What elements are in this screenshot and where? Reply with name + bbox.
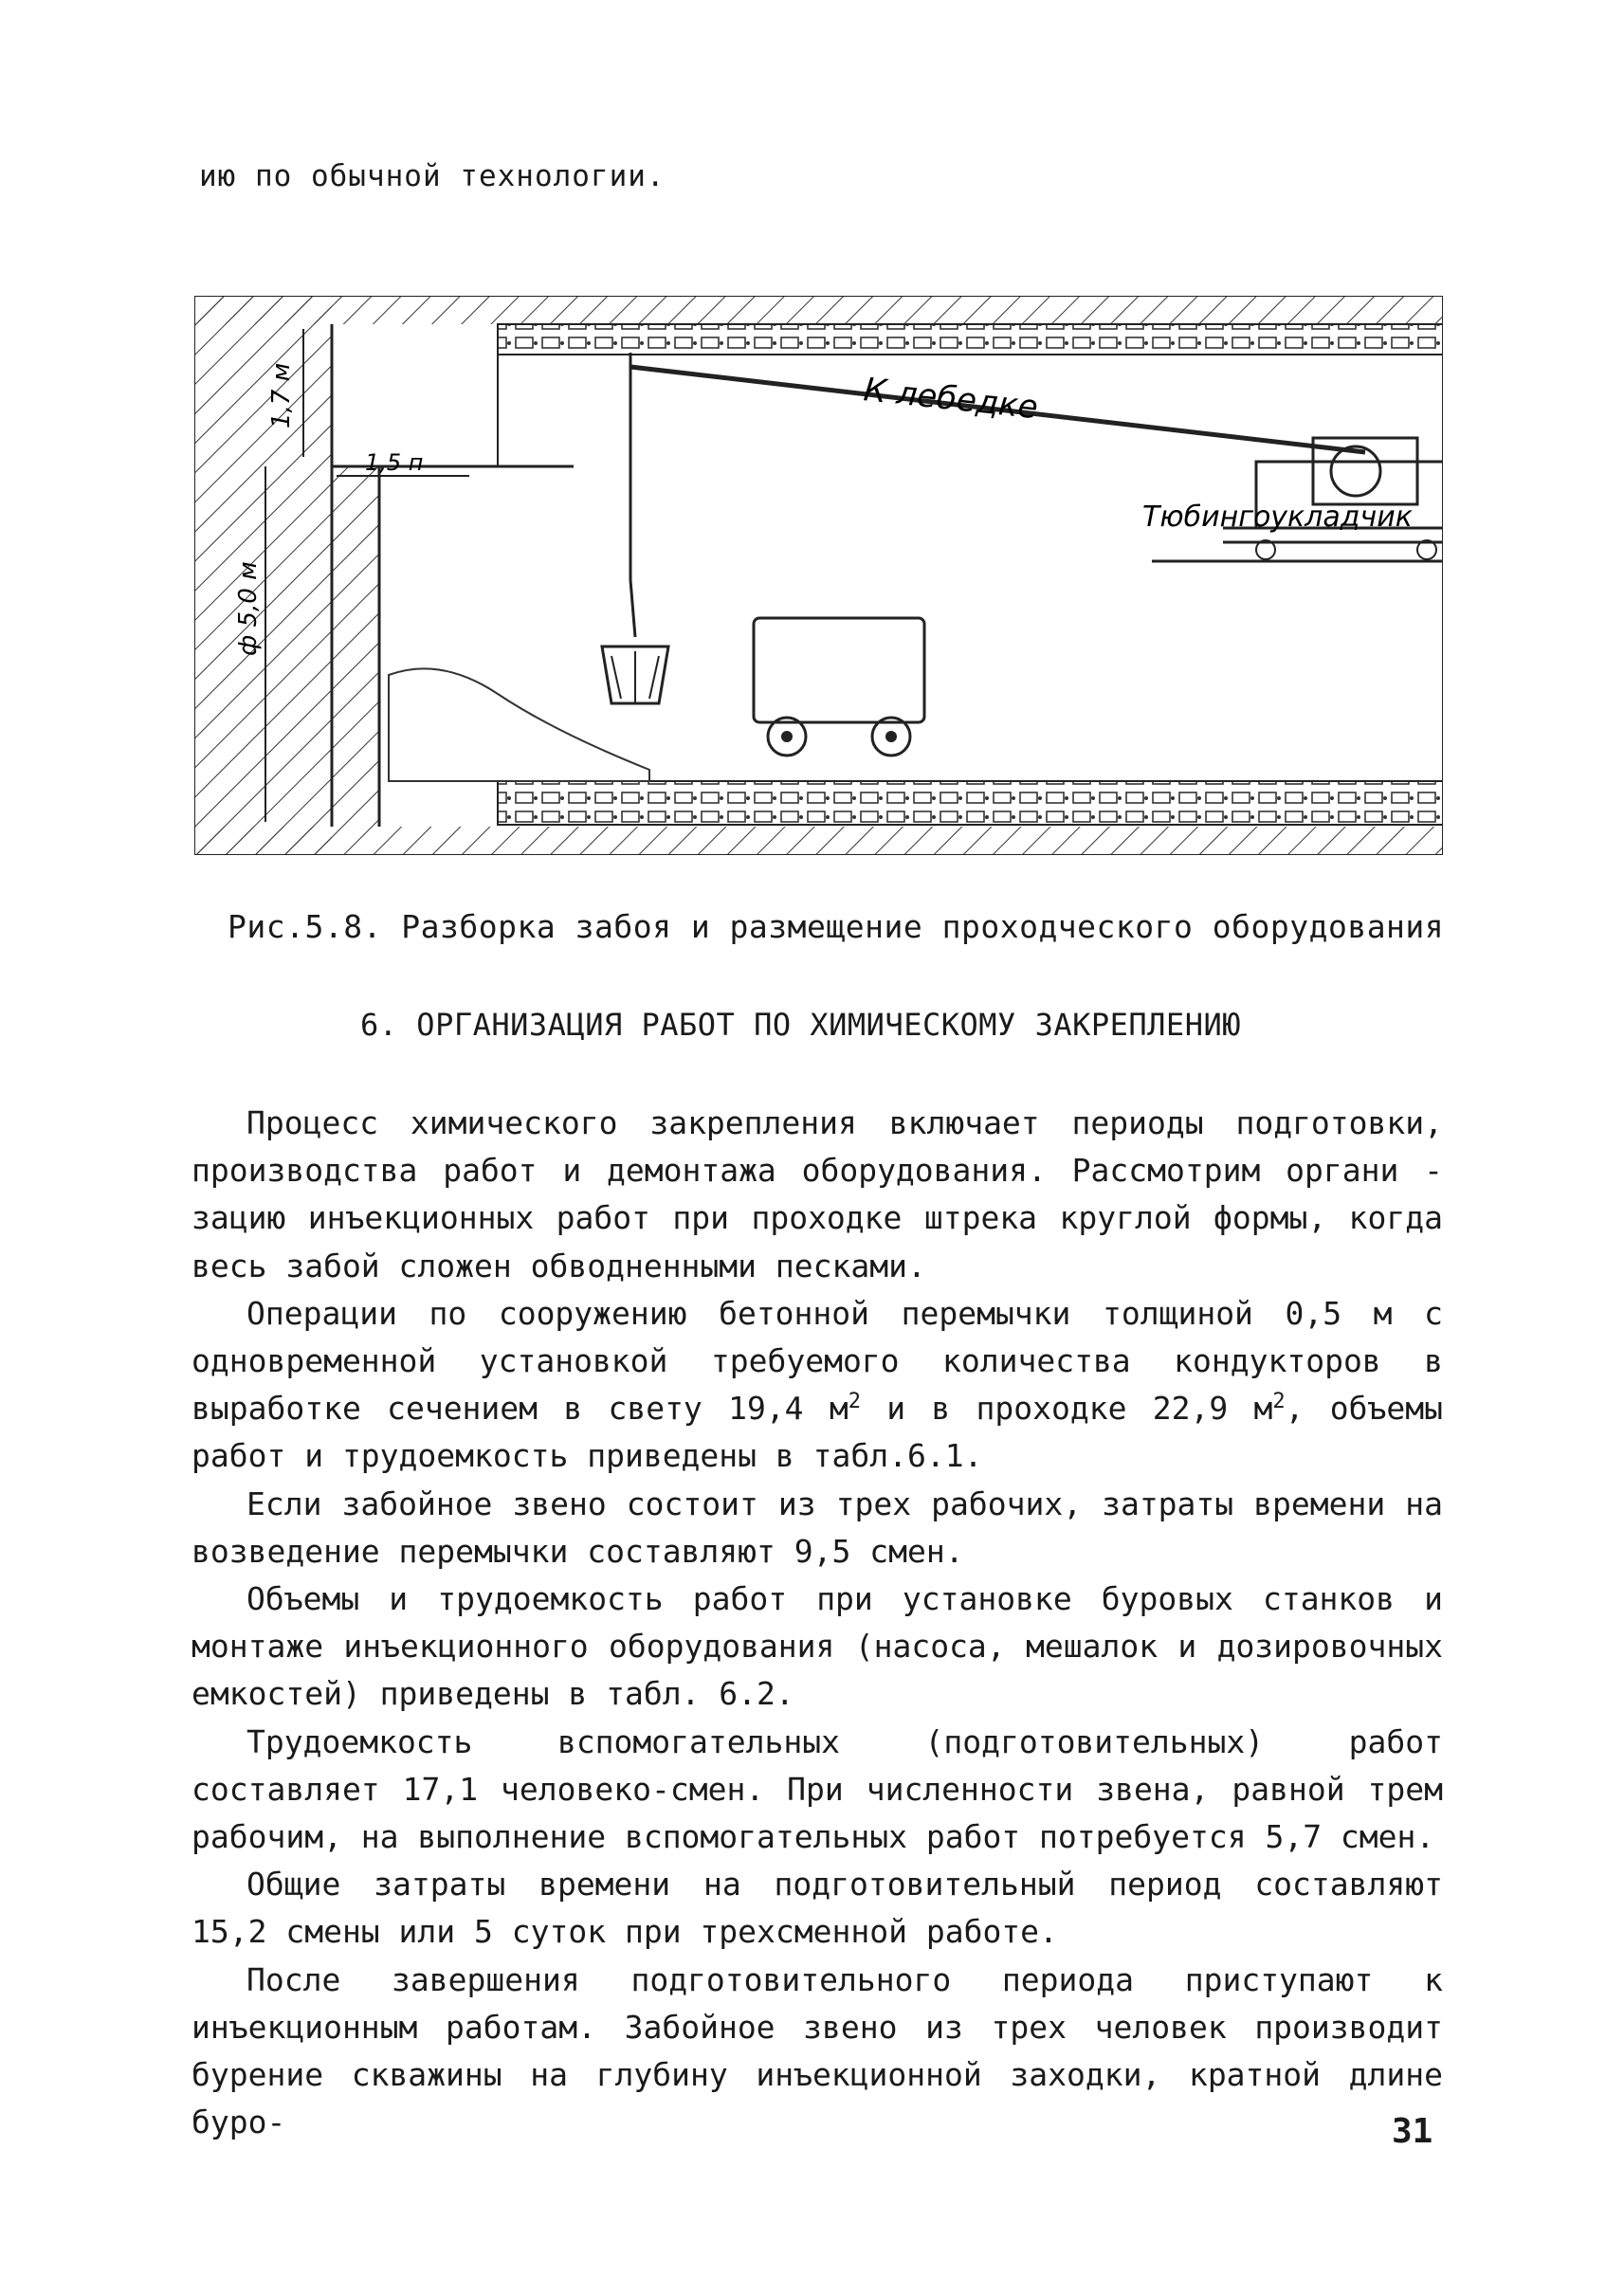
rock-bottom bbox=[194, 827, 1443, 855]
figure-tunnel-diagram bbox=[194, 296, 1443, 855]
figure-caption: Рис.5.8. Разборка забоя и размещение проходческого оборудования bbox=[228, 908, 1445, 945]
lining-top bbox=[498, 324, 1443, 355]
paragraph-1: Процесс химического закрепления включает периоды подготовки, производства работ и демонтажа оборудования. Рассмотрим органи - зацию инъекционных работ при проходке штрека круглой формы, когда весь забой сложен обводненными песками. bbox=[192, 1104, 1443, 1284]
section-heading: 6. ОРГАНИЗАЦИЯ РАБОТ ПО ХИМИЧЕСКОМУ ЗАКРЕПЛЕНИЮ bbox=[360, 1007, 1241, 1043]
tunnel-diagram-svg bbox=[194, 296, 1443, 855]
body-text bbox=[192, 1100, 1443, 2146]
continuation-line: ию по обычной технологии. bbox=[199, 159, 666, 193]
paragraph-3: Если забойное звено состоит из трех рабочих, затраты времени на возведение перемычки составляют 9,5 смен. bbox=[192, 1484, 1443, 1570]
machine-label: Тюбингоукладчик bbox=[1142, 501, 1413, 534]
paragraph-4: Объемы и трудоемкость работ при установке буровых станков и монтаже инъекционного оборудования (насоса, мешалок и дозировочных емкостей) приведены в табл. 6.2. bbox=[192, 1580, 1443, 1713]
paragraph-6: Общие затраты времени на подготовительный период составляют 15,2 смены или 5 суток при трехсменной работе. bbox=[192, 1866, 1443, 1951]
dim-label-3: ф 5,0 м bbox=[234, 561, 263, 656]
dim-label-2: 1,5 п bbox=[365, 449, 424, 476]
paragraph-7: После завершения подготовительного периода приступают к инъекционным работам. Забойное звено из трех человек производит бурение скважины на глубину инъекционной заходки, кратной длине буро- bbox=[192, 1960, 1443, 2141]
rock-face bbox=[332, 466, 379, 827]
page-number: 31 bbox=[1392, 2112, 1433, 2151]
rock-top bbox=[194, 296, 1443, 324]
lining-bottom bbox=[498, 781, 1443, 825]
paragraph-5: Трудоемкость вспомогательных (подготовительных) работ составляет 17,1 человеко-смен. При численности звена, равной трем рабочим, на выполнение вспомогательных работ потребуется 5,7 смен. bbox=[192, 1722, 1443, 1856]
paragraph-2: Операции по сооружению бетонной перемычки толщиной 0,5 м с одновременной установкой требуемого количества кондукторов в выработке сечением в свету 19,4 $м^2$ и в проходке 22,9 $м^2$, объемы работ и трудоемкость приведены в табл.6.1. bbox=[192, 1294, 1443, 1475]
dim-label-1: 1,7 м bbox=[267, 362, 296, 428]
rock-left bbox=[194, 296, 332, 855]
winch-label: К лебедке bbox=[862, 371, 1040, 428]
